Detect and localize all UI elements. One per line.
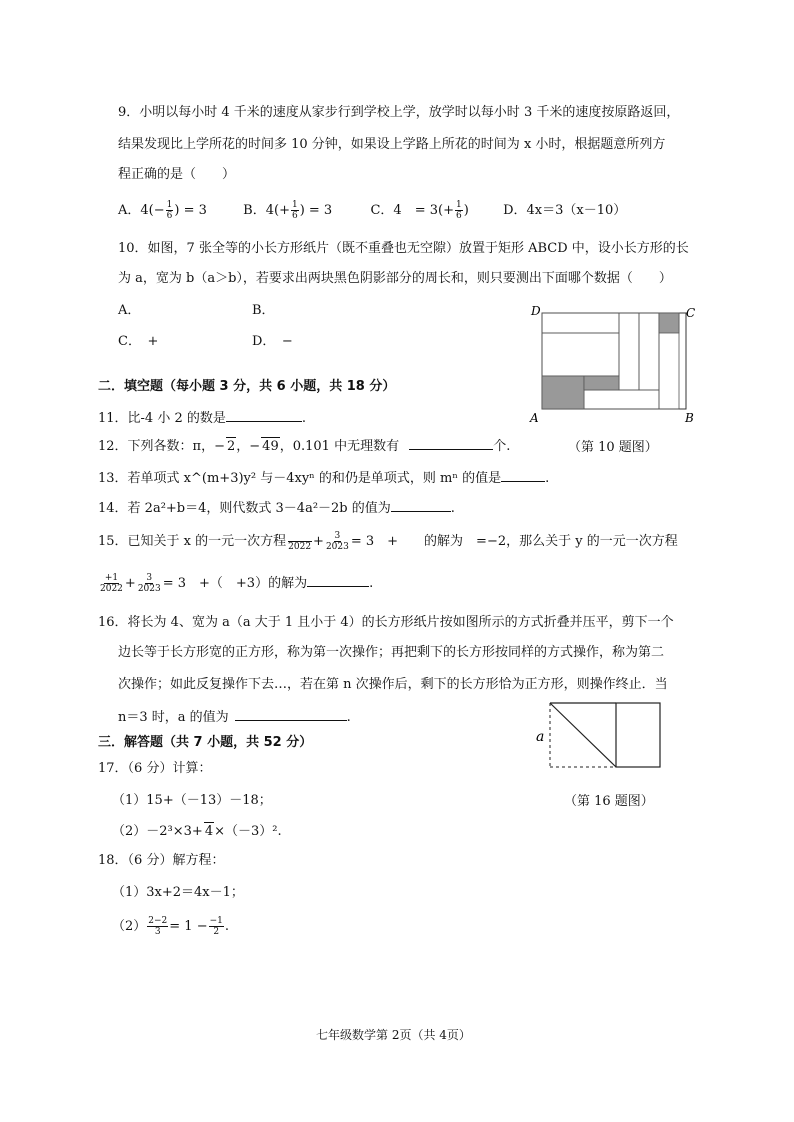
q16-line1: 16．将长为 4、宽为 a（a 大于 1 且小于 4）的长方形纸片按如图所示的方式折叠并压平，剪下一个 bbox=[98, 615, 674, 630]
q18-head: 18．（6 分）解方程： bbox=[98, 853, 225, 868]
q10-line2: 为 a，宽为 b（a＞b），若要求出两块黑色阴影部分的周长和，则只要测出下面哪个数据（ ） bbox=[118, 271, 672, 286]
q10-option-b: B． bbox=[252, 303, 275, 318]
q9-line2: 结果发现比上学所花的时间多 10 分钟，如果设上学路上所花的时间为 x 小时，根据题意所列方 bbox=[118, 137, 666, 152]
q10-strip-4 bbox=[639, 313, 659, 390]
q17-part1: （1）15+（－13）－18； bbox=[112, 793, 272, 808]
q17-head: 17．（6 分）计算： bbox=[98, 761, 212, 776]
q14: 14．若 2a²+b＝4，则代数式 3－4a²－2b 的值为 . bbox=[98, 498, 455, 518]
q16-line2: 边长等于长方形宽的正方形，称为第一次操作；再把剩下的长方形按同样的方式操作，称为第二 bbox=[118, 645, 665, 660]
q17-part2: （2）－2³×3+ 4×（－3）². bbox=[112, 824, 282, 839]
q10-option-c: C． + bbox=[118, 334, 159, 349]
q16-fold-line bbox=[550, 703, 616, 767]
q11: 11．比-4 小 2 的数是 . bbox=[98, 408, 306, 428]
q10-line1: 10．如图，7 张全等的小长方形纸片（既不重叠也无空隙）放置于矩形 ABCD 中，设小长方形的长 bbox=[118, 241, 689, 256]
q16-line4: n＝3 时，a 的值为 . bbox=[118, 707, 351, 727]
q16-caption: （第 16 题图） bbox=[564, 794, 654, 809]
q10-caption: （第 10 题图） bbox=[568, 440, 658, 455]
q10-strip-2 bbox=[542, 333, 619, 376]
q9-option-c: C．4 = 3(+ $\frac{1}{6}$ ) bbox=[370, 200, 469, 221]
q9-line3: 程正确的是（ ） bbox=[118, 167, 236, 182]
page-footer: 七年级数学第 2页（共 4页） bbox=[316, 1028, 471, 1042]
q9-option-d: D．4x＝3（x－10） bbox=[503, 203, 627, 218]
q10-option-d: D． − bbox=[252, 334, 293, 349]
q10-strip-6 bbox=[584, 390, 659, 409]
q18-part2: （2） $\frac{2-2}{3}$ = 1 − $\frac{-1}{2}$ . bbox=[112, 916, 230, 937]
q9-options bbox=[118, 200, 626, 224]
q10-shaded-left bbox=[542, 376, 584, 409]
q16-line3: 次操作；如此反复操作下去…，若在第 n 次操作后，剩下的长方形恰为正方形，则操作终止．当 bbox=[118, 677, 668, 692]
q13: 13．若单项式 x^(m+3)y² 与－4xyⁿ 的和仍是单项式，则 mⁿ 的值是 . bbox=[98, 468, 549, 488]
q9-line1: 9．小明以每小时 4 千米的速度从家步行到学校上学，放学时以每小时 3 千米的速度按原路返回， bbox=[118, 105, 680, 120]
q9-option-a: A．4(− $\frac{1}{6}$ ) = 3 bbox=[118, 200, 207, 221]
q10-shaded-right bbox=[659, 313, 679, 333]
q12: 12．下列各数：π，− 2，− 49，0.101 中无理数有 个. bbox=[98, 436, 510, 456]
q10-option-a: A． bbox=[118, 303, 141, 318]
q10-shaded-left-top bbox=[584, 376, 619, 390]
section-3-title: 三．解答题（共 7 小题，共 52 分） bbox=[98, 735, 313, 750]
q10-label-c: C bbox=[686, 306, 696, 320]
q15-line1: 15．已知关于 x 的一元一次方程 2022 + $\frac{3}{2023}$ = 3 + 的解为 =−2，那么关于 y 的一元一次方程 bbox=[98, 531, 678, 552]
q10-strip-1 bbox=[542, 313, 619, 333]
q15-line2: $\frac{+1}{2022}$ + $\frac{3}{2023}$ = 3 +（ +3）的解为 . bbox=[100, 573, 374, 594]
q9-option-b: B．4(+ $\frac{1}{6}$ ) = 3 bbox=[243, 200, 333, 221]
q10-figure bbox=[528, 302, 700, 427]
q16-figure bbox=[532, 698, 666, 772]
section-2-title: 二．填空题（每小题 3 分，共 6 小题，共 18 分） bbox=[98, 379, 396, 394]
q10-label-b: B bbox=[685, 411, 694, 425]
q10-strip-3 bbox=[619, 313, 639, 390]
q16-label-a: a bbox=[536, 729, 545, 745]
q10-label-d: D bbox=[531, 304, 541, 318]
q18-part1: （1）3x+2＝4x－1； bbox=[112, 885, 244, 900]
q10-label-a: A bbox=[530, 411, 539, 425]
